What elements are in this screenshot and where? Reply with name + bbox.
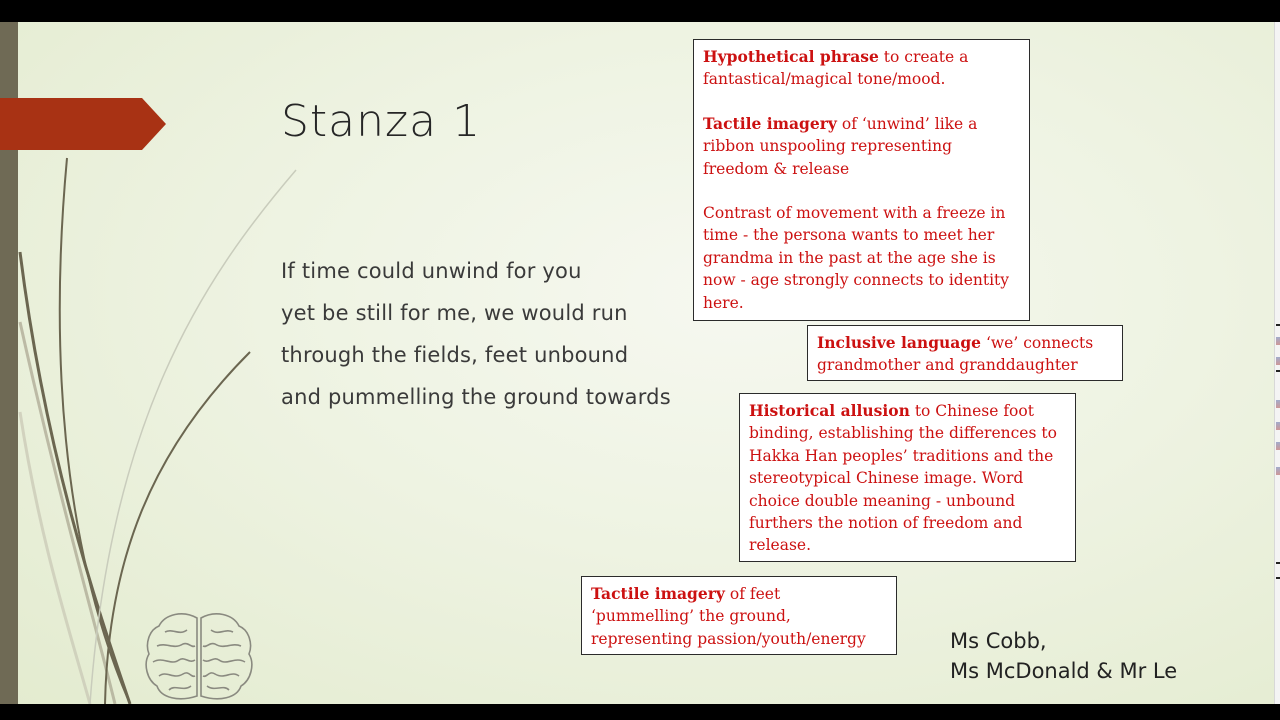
presentation-slide <box>0 22 1274 704</box>
edge-divider <box>1276 562 1280 564</box>
annotation-term: Inclusive language <box>817 333 982 352</box>
poem-line: yet be still for me, we would run <box>281 301 628 325</box>
author-credits <box>950 626 1177 686</box>
annotation-text: of feet ‘pummelling’ the ground, representing passion/youth/energy <box>591 585 866 648</box>
edge-divider <box>1276 577 1280 579</box>
author-line: Ms Cobb, <box>950 629 1047 653</box>
edge-glyph <box>1276 467 1280 475</box>
annotation-inclusive-language <box>807 325 1123 381</box>
edge-glyph <box>1276 442 1280 450</box>
annotation-paragraph <box>591 583 887 650</box>
edge-glyph <box>1276 422 1280 430</box>
annotation-text: ‘we’ connects grandmother and granddaughter <box>817 334 1094 375</box>
annotation-term: Tactile imagery <box>703 113 837 133</box>
annotation-paragraph <box>703 46 1020 91</box>
poem-excerpt <box>281 250 671 418</box>
slide-title: Stanza 1 <box>281 96 482 147</box>
edge-divider <box>1276 370 1280 372</box>
annotation-text: to create a fantastical/magical tone/mood. <box>703 48 969 89</box>
annotation-historical-allusion <box>739 393 1076 562</box>
poem-line: If time could unwind for you <box>281 259 582 283</box>
edge-divider <box>1276 324 1280 326</box>
edge-glyph <box>1276 357 1280 365</box>
title-arrow-banner <box>0 98 166 150</box>
bottom-letterbox-bar <box>0 704 1280 720</box>
author-line: Ms McDonald & Mr Le <box>950 659 1178 683</box>
edge-glyph <box>1276 337 1280 345</box>
annotation-term: Tactile imagery <box>591 584 725 603</box>
brain-icon <box>143 608 255 704</box>
annotation-paragraph <box>817 332 1113 377</box>
annotation-text: of ‘unwind’ like a ribbon unspooling representing freedom & release <box>703 114 978 178</box>
adjacent-window-edge[interactable] <box>1274 22 1280 704</box>
annotation-text: Contrast of movement with a freeze in time - the persona wants to meet her grandma in the past at the age she is now - age strongly connects to identity here. <box>703 204 1010 312</box>
annotation-paragraph <box>703 202 1020 314</box>
poem-line: through the fields, feet unbound <box>281 343 629 367</box>
annotation-hypothetical-phrase <box>693 39 1030 321</box>
annotation-tactile-imagery-feet <box>581 576 897 655</box>
annotation-paragraph <box>703 113 1020 180</box>
top-letterbox-bar <box>0 0 1280 22</box>
annotation-text: to Chinese foot binding, establishing the differences to Hakka Han peoples’ traditions and the stereotypical Chinese image. Word choice double meaning - unbound furthers the notion of freedom and release. <box>749 402 1057 555</box>
annotation-term: Hypothetical phrase <box>703 47 879 66</box>
poem-line: and pummelling the ground towards <box>281 385 671 409</box>
annotation-term: Historical allusion <box>749 401 910 420</box>
edge-glyph <box>1276 400 1280 408</box>
annotation-paragraph <box>749 400 1066 557</box>
